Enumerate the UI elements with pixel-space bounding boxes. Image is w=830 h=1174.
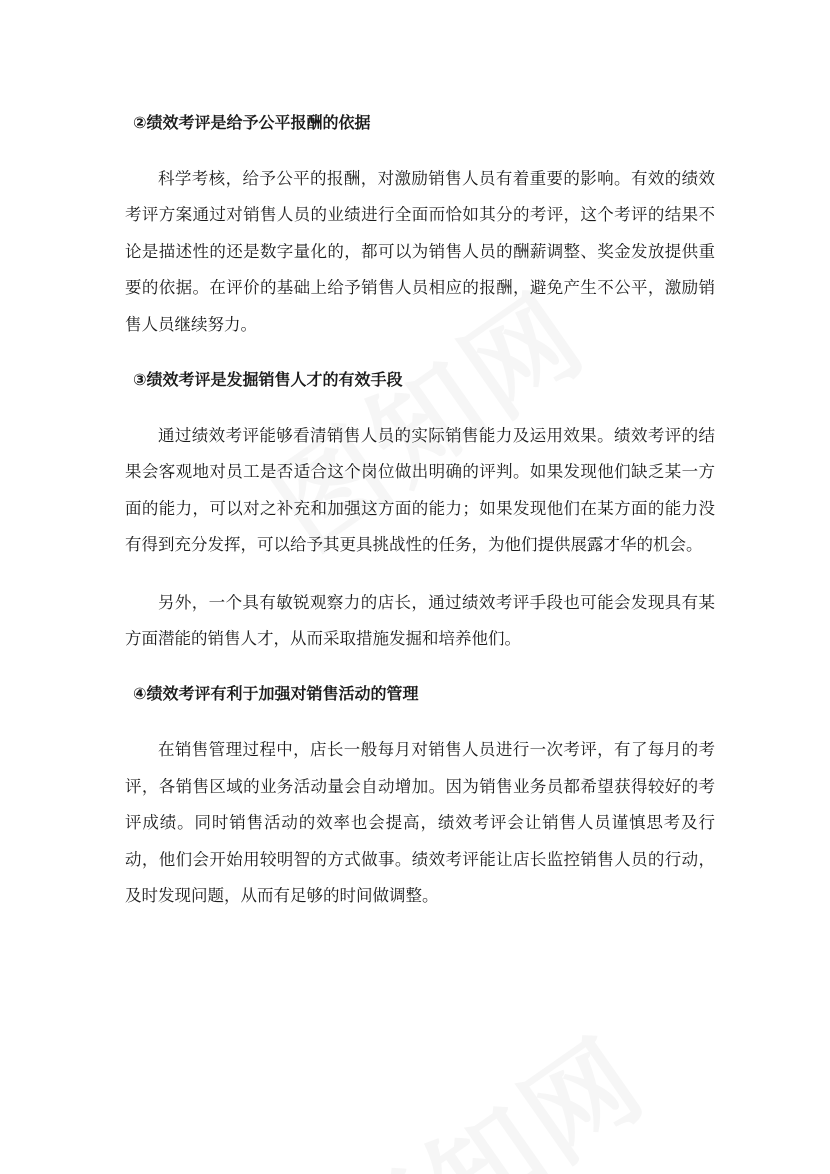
paragraph: 在销售管理过程中，店长一般每月对销售人员进行一次考评，有了每月的考评，各销售区域的业务活动量会自动增加。因为销售业务员都希望获得较好的考评成绩。同时销售活动的效率也会提高，绩效考评会让销售人员谨慎思考及行动，他们会开始用较明智的方式做事。绩效考评能让店长监控销售人员的行动，及时发现问题，从而有足够的时间做调整。 (125, 740, 715, 906)
watermark (296, 994, 672, 1174)
section-sales-management (125, 678, 715, 914)
document-body (125, 107, 715, 936)
section-fair-pay (125, 107, 715, 343)
section-heading: ②绩效考评是给予公平报酬的依据 (133, 113, 371, 132)
paragraph: 另外，一个具有敏锐观察力的店长，通过绩效考评手段也可能会发现具有某方面潜能的销售人才，从而采取措施发掘和培养他们。 (125, 592, 715, 649)
section-talent-discovery (125, 364, 715, 657)
paragraph: 通过绩效考评能够看清销售人员的实际销售能力及运用效果。绩效考评的结果会客观地对员工是否适合这个岗位做出明确的评判。如果发现他们缺乏某一方面的能力，可以对之补充和加强这方面的能力；如果发现他们在某方面的能力没有得到充分发挥，可以给予其更具挑战性的任务，为他们提供展露才华的机会。 (125, 426, 715, 555)
paragraph: 科学考核，给予公平的报酬，对激励销售人员有着重要的影响。有效的绩效考评方案通过对销售人员的业绩进行全面而恰如其分的考评，这个考评的结果不论是描述性的还是数字量化的，都可以为销售人员的酬薪调整、奖金发放提供重要的依据。在评价的基础上给予销售人员相应的报酬，避免产生不公平，激励销售人员继续努力。 (125, 169, 715, 334)
section-heading: ③绩效考评是发掘销售人才的有效手段 (133, 370, 403, 390)
section-heading: ④绩效考评有利于加强对销售活动的管理 (133, 684, 419, 704)
